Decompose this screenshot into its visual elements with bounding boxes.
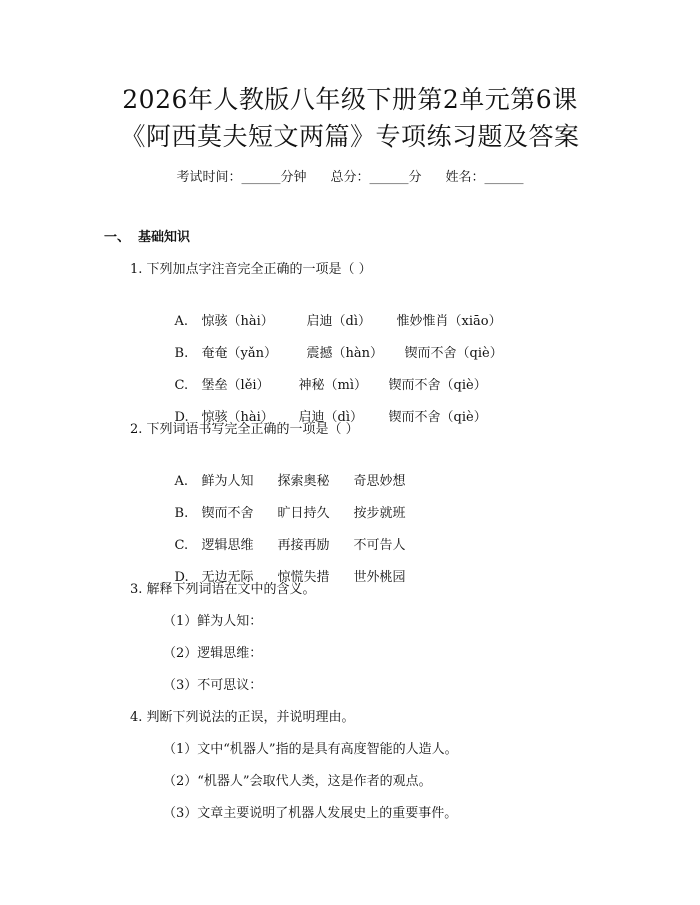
option-word: 神秘（mì）	[298, 378, 368, 393]
exam-time-field: 考试时间：______分钟	[176, 170, 307, 185]
option-letter: A.	[174, 314, 189, 329]
option-word: 锲而不舍（qiè）	[404, 346, 503, 361]
question-3-sub-1: （1）鲜为人知：	[163, 614, 263, 629]
option-letter: D.	[174, 570, 189, 585]
option-letter: B.	[174, 506, 189, 521]
option-word: 惊骇（hài）	[201, 410, 274, 425]
option-word: 堡垒（lěi）	[201, 378, 270, 393]
option-word: 世外桃园	[353, 570, 406, 585]
page-title-line-1: 2026年人教版八年级下册第2单元第6课	[122, 85, 578, 114]
option-word: 锲而不舍（qiè）	[388, 378, 487, 393]
option-word: 逻辑思维	[201, 538, 254, 553]
option-word: 再接再励	[277, 538, 330, 553]
option-word: 惟妙惟肖（xiāo）	[396, 314, 502, 329]
question-4-sub-2: （2）“机器人”会取代人类，这是作者的观点。	[163, 774, 432, 789]
question-4-stem: 4. 判断下列说法的正误，并说明理由。	[130, 710, 355, 725]
question-4-sub-1: （1）文中“机器人”指的是具有高度智能的人造人。	[163, 742, 458, 757]
question-4-sub-3: （3）文章主要说明了机器人发展史上的重要事件。	[163, 806, 458, 821]
section-title: 基础知识	[138, 230, 191, 245]
option-word: 鲜为人知	[201, 474, 254, 489]
option-letter: A.	[174, 474, 189, 489]
option-word: 按步就班	[353, 506, 406, 521]
option-word: 惊慌失措	[277, 570, 330, 585]
option-letter: D.	[174, 410, 189, 425]
section-heading-basic-knowledge	[104, 228, 190, 248]
question-3-sub-2: （2）逻辑思维：	[163, 646, 263, 661]
option-word: 无边无际	[201, 570, 254, 585]
total-score-field: 总分：______分	[330, 170, 422, 185]
option-word: 锲而不舍（qiè）	[388, 410, 487, 425]
student-name-field: 姓名：______	[445, 170, 524, 185]
option-word: 旷日持久	[277, 506, 330, 521]
option-word: 奇思妙想	[353, 474, 406, 489]
page-title-line-2: 《阿西莫夫短文两篇》专项练习题及答案	[120, 122, 580, 151]
option-word: 启迪（dì）	[306, 314, 372, 329]
question-3-sub-3: （3）不可思议：	[163, 678, 263, 693]
option-word: 震撼（hàn）	[306, 346, 384, 361]
option-word: 锲而不舍	[201, 506, 254, 521]
option-word: 不可告人	[353, 538, 406, 553]
question-1-stem: 1. 下列加点字注音完全正确的一项是（ ）	[130, 262, 372, 277]
question-2-stem: 2. 下列词语书写完全正确的一项是（ ）	[130, 422, 359, 437]
option-word: 探索奥秘	[277, 474, 330, 489]
option-word: 奄奄（yǎn）	[201, 346, 277, 361]
section-number: 一、	[104, 230, 131, 245]
option-word: 惊骇（hài）	[201, 314, 274, 329]
option-word: 启迪（dì）	[298, 410, 364, 425]
exam-info-bar	[0, 168, 700, 188]
option-letter: C.	[174, 378, 189, 393]
option-letter: B.	[174, 346, 189, 361]
option-letter: C.	[174, 538, 189, 553]
question-3-stem: 3. 解释下列词语在文中的含义。	[130, 582, 316, 597]
